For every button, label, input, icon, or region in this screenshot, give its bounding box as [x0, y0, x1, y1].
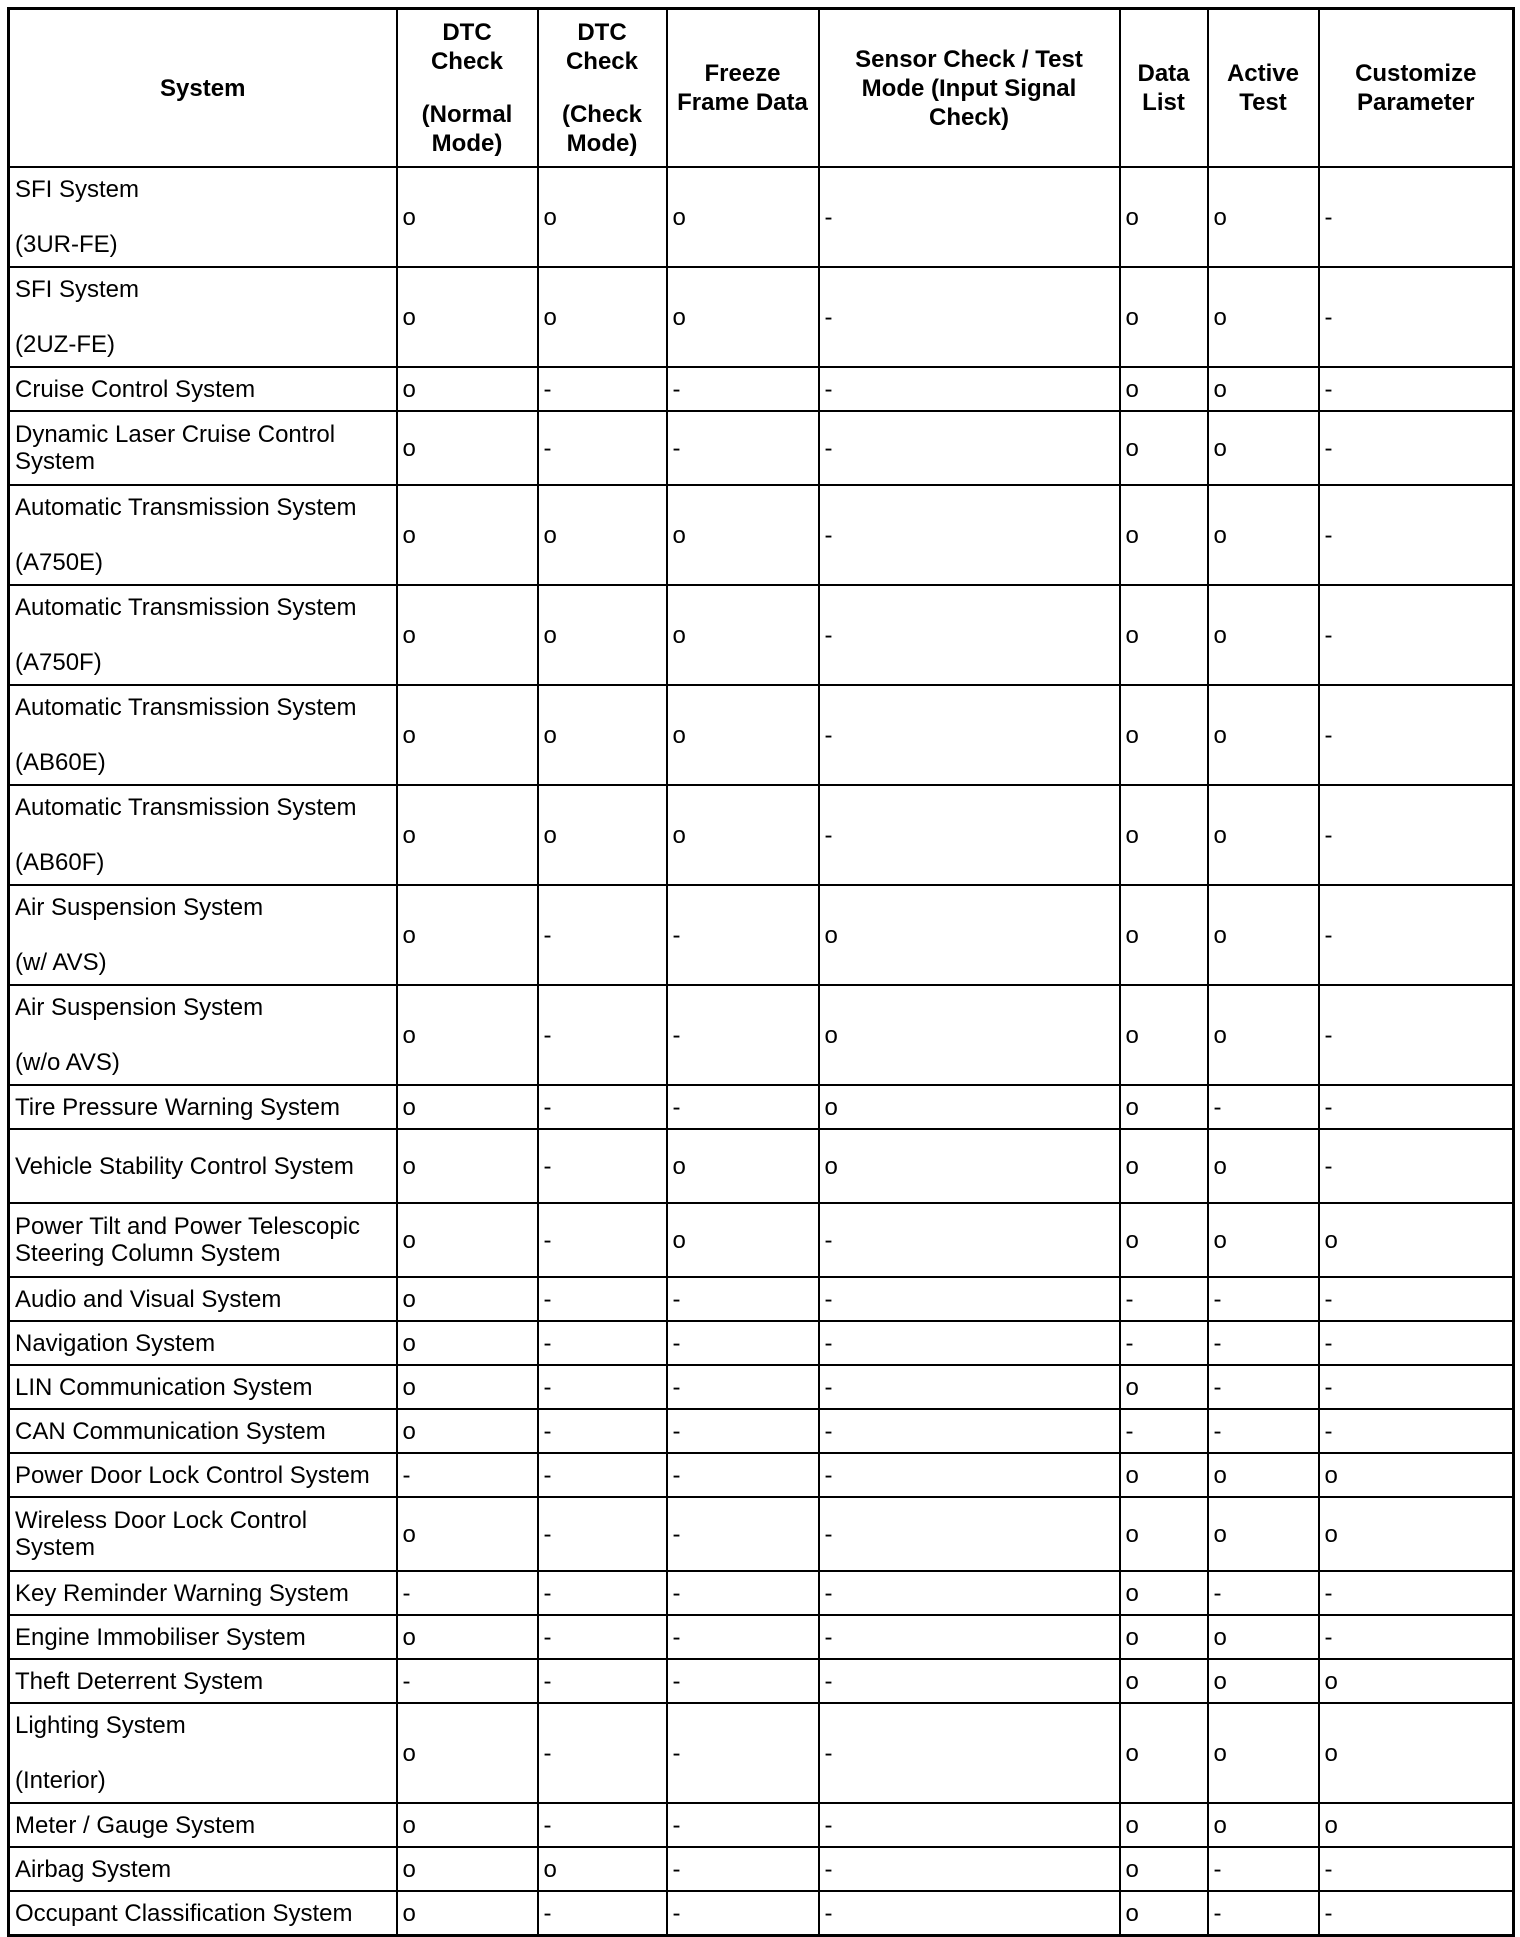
- dtc-check-cell: o: [538, 167, 667, 267]
- freeze-frame-cell: o: [667, 1129, 819, 1203]
- dtc-normal-cell: o: [397, 1703, 538, 1803]
- data-list-cell: o: [1120, 1803, 1208, 1847]
- customize-parameter-cell: o: [1319, 1703, 1514, 1803]
- dtc-normal-cell: o: [397, 1847, 538, 1891]
- active-test-cell: o: [1208, 1203, 1319, 1277]
- table-row: [9, 1409, 1514, 1453]
- dtc-check-cell: -: [538, 1409, 667, 1453]
- active-test-cell: -: [1208, 1891, 1319, 1936]
- system-cell: [9, 1085, 397, 1129]
- dtc-check-cell: -: [538, 1497, 667, 1571]
- active-test-cell: o: [1208, 411, 1319, 485]
- table-body: [9, 167, 1514, 1936]
- dtc-normal-cell: o: [397, 785, 538, 885]
- table-row: [9, 367, 1514, 411]
- dtc-normal-cell: o: [397, 1615, 538, 1659]
- system-variant: (w/ AVS): [15, 949, 107, 976]
- customize-parameter-cell: -: [1319, 585, 1514, 685]
- table-row: [9, 1615, 1514, 1659]
- customize-parameter-cell: o: [1319, 1453, 1514, 1497]
- system-name: LIN Communication System: [15, 1373, 313, 1401]
- system-name: Cruise Control System: [15, 375, 256, 403]
- dtc-normal-cell: o: [397, 1085, 538, 1129]
- sensor-check-cell: -: [819, 1203, 1120, 1277]
- active-test-cell: o: [1208, 485, 1319, 585]
- freeze-frame-cell: o: [667, 167, 819, 267]
- table-row: [9, 885, 1514, 985]
- freeze-frame-cell: -: [667, 1085, 819, 1129]
- freeze-frame-cell: -: [667, 1847, 819, 1891]
- data-list-cell: o: [1120, 411, 1208, 485]
- table-row: [9, 167, 1514, 267]
- data-list-cell: o: [1120, 1571, 1208, 1615]
- active-test-cell: o: [1208, 1497, 1319, 1571]
- data-list-cell: o: [1120, 1847, 1208, 1891]
- system-cell: [9, 1409, 397, 1453]
- dtc-check-cell: -: [538, 1321, 667, 1365]
- customize-parameter-cell: -: [1319, 411, 1514, 485]
- table-row: [9, 1321, 1514, 1365]
- freeze-frame-cell: o: [667, 485, 819, 585]
- system-name: Engine Immobiliser System: [15, 1623, 306, 1651]
- sensor-check-cell: -: [819, 1703, 1120, 1803]
- dtc-check-cell: -: [538, 985, 667, 1085]
- dtc-normal-cell: o: [397, 485, 538, 585]
- customize-parameter-cell: -: [1319, 1847, 1514, 1891]
- dtc-normal-cell: o: [397, 167, 538, 267]
- system-name: Power Tilt and Power Telescopic Steering Column System: [15, 1213, 361, 1267]
- dtc-normal-cell: o: [397, 585, 538, 685]
- active-test-cell: -: [1208, 1571, 1319, 1615]
- dtc-check-cell: o: [538, 785, 667, 885]
- active-test-cell: o: [1208, 267, 1319, 367]
- active-test-cell: -: [1208, 1365, 1319, 1409]
- system-variant: (w/o AVS): [15, 1049, 120, 1076]
- data-list-cell: o: [1120, 885, 1208, 985]
- dtc-check-cell: -: [538, 367, 667, 411]
- freeze-frame-cell: -: [667, 885, 819, 985]
- data-list-cell: o: [1120, 1615, 1208, 1659]
- sensor-check-cell: -: [819, 1847, 1120, 1891]
- header-row: [9, 9, 1514, 168]
- dtc-normal-cell: o: [397, 1891, 538, 1936]
- dtc-normal-cell: -: [397, 1571, 538, 1615]
- sensor-check-cell: o: [819, 1085, 1120, 1129]
- freeze-frame-cell: o: [667, 267, 819, 367]
- table-row: [9, 1847, 1514, 1891]
- dtc-normal-cell: o: [397, 1321, 538, 1365]
- dtc-normal-cell: o: [397, 1277, 538, 1321]
- sensor-check-cell: -: [819, 1803, 1120, 1847]
- header-active-test: Active Test: [1208, 9, 1319, 168]
- customize-parameter-cell: -: [1319, 885, 1514, 985]
- system-cell: [9, 1659, 397, 1703]
- system-name: Automatic Transmission System: [15, 494, 357, 521]
- system-name: Automatic Transmission System: [15, 794, 357, 821]
- dtc-check-cell: -: [538, 1129, 667, 1203]
- active-test-cell: o: [1208, 985, 1319, 1085]
- sensor-check-cell: -: [819, 1321, 1120, 1365]
- dtc-check-cell: -: [538, 1365, 667, 1409]
- table-row: [9, 1277, 1514, 1321]
- data-list-cell: o: [1120, 1129, 1208, 1203]
- dtc-normal-cell: -: [397, 1453, 538, 1497]
- data-list-cell: o: [1120, 367, 1208, 411]
- dtc-check-cell: -: [538, 1453, 667, 1497]
- customize-parameter-cell: o: [1319, 1803, 1514, 1847]
- system-name: Navigation System: [15, 1329, 216, 1357]
- data-list-cell: o: [1120, 1203, 1208, 1277]
- sensor-check-cell: -: [819, 485, 1120, 585]
- data-list-cell: -: [1120, 1321, 1208, 1365]
- data-list-cell: o: [1120, 167, 1208, 267]
- system-name: Lighting System: [15, 1712, 186, 1739]
- dtc-normal-cell: o: [397, 1497, 538, 1571]
- sensor-check-cell: -: [819, 1659, 1120, 1703]
- system-variant: (AB60F): [15, 849, 105, 876]
- system-name: CAN Communication System: [15, 1417, 326, 1445]
- system-cell: [9, 267, 397, 367]
- header-freeze-frame: Freeze Frame Data: [667, 9, 819, 168]
- system-cell: [9, 1453, 397, 1497]
- active-test-cell: o: [1208, 1129, 1319, 1203]
- system-cell: [9, 1891, 397, 1936]
- sensor-check-cell: -: [819, 1409, 1120, 1453]
- table-row: [9, 985, 1514, 1085]
- system-name: Airbag System: [15, 1855, 172, 1883]
- customize-parameter-cell: o: [1319, 1659, 1514, 1703]
- customize-parameter-cell: -: [1319, 1277, 1514, 1321]
- dtc-normal-cell: -: [397, 1659, 538, 1703]
- system-name: Tire Pressure Warning System: [15, 1093, 340, 1121]
- system-cell: [9, 1277, 397, 1321]
- data-list-cell: o: [1120, 585, 1208, 685]
- sensor-check-cell: o: [819, 885, 1120, 985]
- dtc-check-cell: o: [538, 267, 667, 367]
- data-list-cell: -: [1120, 1277, 1208, 1321]
- sensor-check-cell: -: [819, 585, 1120, 685]
- system-variant: (A750F): [15, 649, 102, 676]
- customize-parameter-cell: -: [1319, 985, 1514, 1085]
- customize-parameter-cell: -: [1319, 1409, 1514, 1453]
- data-list-cell: o: [1120, 1891, 1208, 1936]
- customize-parameter-cell: -: [1319, 1365, 1514, 1409]
- dtc-normal-cell: o: [397, 1803, 538, 1847]
- system-cell: [9, 1129, 397, 1203]
- sensor-check-cell: -: [819, 1615, 1120, 1659]
- system-cell: [9, 1571, 397, 1615]
- active-test-cell: o: [1208, 1703, 1319, 1803]
- system-name: Audio and Visual System: [15, 1285, 282, 1313]
- system-name: SFI System: [15, 176, 140, 203]
- table-row: [9, 411, 1514, 485]
- customize-parameter-cell: -: [1319, 267, 1514, 367]
- freeze-frame-cell: -: [667, 1365, 819, 1409]
- active-test-cell: o: [1208, 585, 1319, 685]
- data-list-cell: o: [1120, 1085, 1208, 1129]
- system-cell: [9, 485, 397, 585]
- header-system: System: [9, 9, 397, 168]
- dtc-check-cell: o: [538, 685, 667, 785]
- active-test-cell: o: [1208, 1453, 1319, 1497]
- dtc-normal-cell: o: [397, 885, 538, 985]
- dtc-normal-cell: o: [397, 1203, 538, 1277]
- table-row: [9, 1365, 1514, 1409]
- active-test-cell: -: [1208, 1409, 1319, 1453]
- active-test-cell: o: [1208, 367, 1319, 411]
- table-row: [9, 585, 1514, 685]
- system-cell: [9, 411, 397, 485]
- table-row: [9, 1703, 1514, 1803]
- dtc-check-cell: -: [538, 411, 667, 485]
- freeze-frame-cell: -: [667, 1571, 819, 1615]
- sensor-check-cell: -: [819, 1277, 1120, 1321]
- system-variant: (2UZ-FE): [15, 331, 115, 358]
- dtc-normal-cell: o: [397, 1409, 538, 1453]
- system-cell: [9, 1321, 397, 1365]
- sensor-check-cell: -: [819, 411, 1120, 485]
- sensor-check-cell: -: [819, 1891, 1120, 1936]
- table-row: [9, 485, 1514, 585]
- dtc-check-cell: -: [538, 1703, 667, 1803]
- system-name: Key Reminder Warning System: [15, 1579, 349, 1607]
- header-dtc-check: DTC Check (Check Mode): [538, 9, 667, 168]
- system-name: Wireless Door Lock Control System: [15, 1507, 308, 1561]
- data-list-cell: o: [1120, 1703, 1208, 1803]
- data-list-cell: o: [1120, 267, 1208, 367]
- dtc-check-cell: -: [538, 1891, 667, 1936]
- customize-parameter-cell: -: [1319, 485, 1514, 585]
- system-cell: [9, 585, 397, 685]
- freeze-frame-cell: -: [667, 1409, 819, 1453]
- sensor-check-cell: -: [819, 785, 1120, 885]
- sensor-check-cell: -: [819, 1365, 1120, 1409]
- system-cell: [9, 985, 397, 1085]
- dtc-normal-cell: o: [397, 367, 538, 411]
- data-list-cell: o: [1120, 485, 1208, 585]
- customize-parameter-cell: -: [1319, 367, 1514, 411]
- system-name: Automatic Transmission System: [15, 694, 357, 721]
- system-cell: [9, 785, 397, 885]
- active-test-cell: -: [1208, 1847, 1319, 1891]
- table-row: [9, 1497, 1514, 1571]
- customize-parameter-cell: -: [1319, 785, 1514, 885]
- system-name: Air Suspension System: [15, 994, 264, 1021]
- system-name: Vehicle Stability Control System: [15, 1152, 354, 1180]
- system-name: Power Door Lock Control System: [15, 1461, 370, 1489]
- data-list-cell: o: [1120, 1365, 1208, 1409]
- dtc-normal-cell: o: [397, 985, 538, 1085]
- system-variant: (3UR-FE): [15, 231, 118, 258]
- sensor-check-cell: -: [819, 1497, 1120, 1571]
- active-test-cell: o: [1208, 167, 1319, 267]
- customize-parameter-cell: -: [1319, 1571, 1514, 1615]
- dtc-check-cell: -: [538, 1803, 667, 1847]
- dtc-check-cell: -: [538, 1571, 667, 1615]
- system-cell: [9, 885, 397, 985]
- active-test-cell: -: [1208, 1277, 1319, 1321]
- system-cell: [9, 1703, 397, 1803]
- sensor-check-cell: -: [819, 167, 1120, 267]
- active-test-cell: o: [1208, 785, 1319, 885]
- dtc-check-cell: -: [538, 1659, 667, 1703]
- dtc-normal-cell: o: [397, 685, 538, 785]
- table-row: [9, 1571, 1514, 1615]
- active-test-cell: o: [1208, 1615, 1319, 1659]
- freeze-frame-cell: o: [667, 585, 819, 685]
- freeze-frame-cell: -: [667, 985, 819, 1085]
- sensor-check-cell: -: [819, 1571, 1120, 1615]
- customize-parameter-cell: -: [1319, 1615, 1514, 1659]
- system-cell: [9, 1203, 397, 1277]
- freeze-frame-cell: -: [667, 411, 819, 485]
- freeze-frame-cell: -: [667, 1321, 819, 1365]
- system-variant: (AB60E): [15, 749, 106, 776]
- dtc-normal-cell: o: [397, 1365, 538, 1409]
- freeze-frame-cell: -: [667, 1659, 819, 1703]
- table-row: [9, 1803, 1514, 1847]
- sensor-check-cell: o: [819, 985, 1120, 1085]
- freeze-frame-cell: -: [667, 367, 819, 411]
- freeze-frame-cell: -: [667, 1891, 819, 1936]
- data-list-cell: o: [1120, 1497, 1208, 1571]
- customize-parameter-cell: -: [1319, 1891, 1514, 1936]
- system-cell: [9, 1847, 397, 1891]
- table-row: [9, 1659, 1514, 1703]
- dtc-check-cell: o: [538, 585, 667, 685]
- dtc-normal-cell: o: [397, 1129, 538, 1203]
- dtc-check-cell: -: [538, 1277, 667, 1321]
- data-list-cell: -: [1120, 1409, 1208, 1453]
- system-cell: [9, 367, 397, 411]
- customize-parameter-cell: o: [1319, 1203, 1514, 1277]
- customize-parameter-cell: -: [1319, 685, 1514, 785]
- customize-parameter-cell: -: [1319, 1085, 1514, 1129]
- table-row: [9, 1129, 1514, 1203]
- system-name: Air Suspension System: [15, 894, 264, 921]
- dtc-check-cell: -: [538, 885, 667, 985]
- header-data-list: Data List: [1120, 9, 1208, 168]
- header-dtc-normal: DTC Check (Normal Mode): [397, 9, 538, 168]
- system-cell: [9, 685, 397, 785]
- system-name: SFI System: [15, 276, 140, 303]
- freeze-frame-cell: o: [667, 1203, 819, 1277]
- table-row: [9, 685, 1514, 785]
- dtc-normal-cell: o: [397, 411, 538, 485]
- sensor-check-cell: -: [819, 267, 1120, 367]
- table-row: [9, 785, 1514, 885]
- customize-parameter-cell: -: [1319, 167, 1514, 267]
- system-name: Occupant Classification System: [15, 1899, 353, 1927]
- data-list-cell: o: [1120, 785, 1208, 885]
- table-header: [9, 9, 1514, 168]
- header-sensor-check: Sensor Check / Test Mode (Input Signal Check): [819, 9, 1120, 168]
- table-row: [9, 267, 1514, 367]
- system-cell: [9, 1497, 397, 1571]
- system-variant: (A750E): [15, 549, 104, 576]
- customize-parameter-cell: -: [1319, 1129, 1514, 1203]
- system-cell: [9, 1365, 397, 1409]
- system-name: Theft Deterrent System: [15, 1667, 264, 1695]
- active-test-cell: -: [1208, 1085, 1319, 1129]
- freeze-frame-cell: -: [667, 1277, 819, 1321]
- active-test-cell: o: [1208, 1803, 1319, 1847]
- table-row: [9, 1203, 1514, 1277]
- active-test-cell: o: [1208, 1659, 1319, 1703]
- data-list-cell: o: [1120, 985, 1208, 1085]
- active-test-cell: o: [1208, 885, 1319, 985]
- dtc-check-cell: -: [538, 1203, 667, 1277]
- header-customize-parameter: Customize Parameter: [1319, 9, 1514, 168]
- active-test-cell: o: [1208, 685, 1319, 785]
- freeze-frame-cell: -: [667, 1497, 819, 1571]
- data-list-cell: o: [1120, 685, 1208, 785]
- table-row: [9, 1453, 1514, 1497]
- freeze-frame-cell: -: [667, 1803, 819, 1847]
- data-list-cell: o: [1120, 1659, 1208, 1703]
- dtc-check-cell: -: [538, 1085, 667, 1129]
- customize-parameter-cell: o: [1319, 1497, 1514, 1571]
- sensor-check-cell: -: [819, 1453, 1120, 1497]
- active-test-cell: -: [1208, 1321, 1319, 1365]
- table-row: [9, 1085, 1514, 1129]
- sensor-check-cell: -: [819, 367, 1120, 411]
- dtc-check-cell: o: [538, 1847, 667, 1891]
- data-list-cell: o: [1120, 1453, 1208, 1497]
- system-name: Dynamic Laser Cruise Control System: [15, 421, 336, 475]
- diagnostic-function-table: [7, 7, 1515, 1937]
- freeze-frame-cell: o: [667, 785, 819, 885]
- system-variant: (Interior): [15, 1767, 106, 1794]
- system-cell: [9, 1803, 397, 1847]
- freeze-frame-cell: -: [667, 1703, 819, 1803]
- system-name: Meter / Gauge System: [15, 1811, 256, 1839]
- dtc-check-cell: o: [538, 485, 667, 585]
- dtc-check-cell: -: [538, 1615, 667, 1659]
- table-row: [9, 1891, 1514, 1936]
- dtc-normal-cell: o: [397, 267, 538, 367]
- sensor-check-cell: -: [819, 685, 1120, 785]
- sensor-check-cell: o: [819, 1129, 1120, 1203]
- customize-parameter-cell: -: [1319, 1321, 1514, 1365]
- system-cell: [9, 1615, 397, 1659]
- freeze-frame-cell: -: [667, 1453, 819, 1497]
- document-page: [7, 7, 1515, 1937]
- freeze-frame-cell: -: [667, 1615, 819, 1659]
- system-cell: [9, 167, 397, 267]
- system-name: Automatic Transmission System: [15, 594, 357, 621]
- freeze-frame-cell: o: [667, 685, 819, 785]
